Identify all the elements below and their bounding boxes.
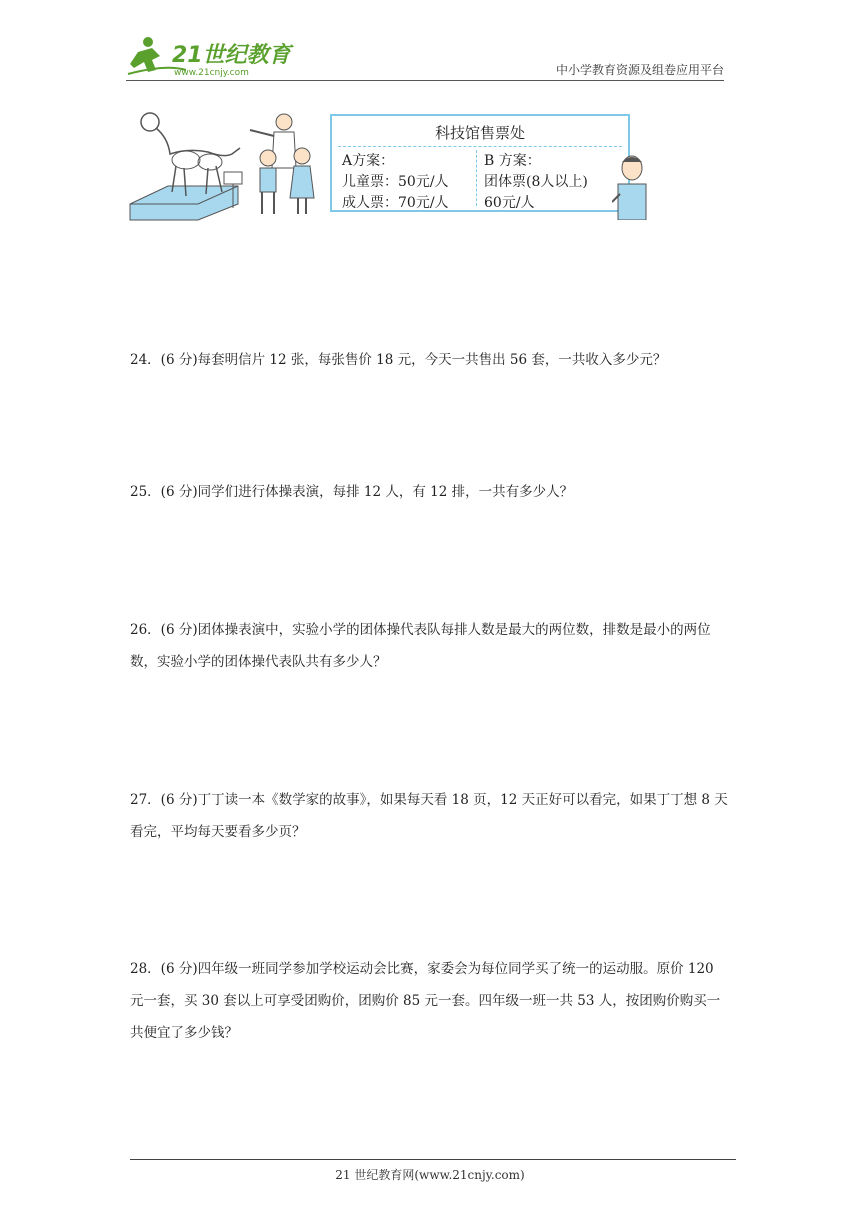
site-logo	[126, 34, 296, 80]
question-text: 28．(6 分)四年级一班同学参加学校运动会比赛，家委会为每位同学买了统一的运动服。原价 120 元一套，买 30 套以上可享受团购价，团购价 85 元一套。四年级一班一共 53 人，按团购价购买一共便宜了多少钱？	[130, 961, 721, 1041]
header-platform-text: 中小学教育资源及组卷应用平台	[555, 63, 724, 77]
ticket-column-divider	[476, 150, 477, 206]
question-text: 26．(6 分)团体操表演中，实验小学的团体操代表队每排人数是最大的两位数，排数是最小的两位数，实验小学的团体操代表队共有多少人？	[130, 622, 711, 670]
question-28	[130, 953, 730, 1049]
logo-text: 21世纪教育	[172, 43, 291, 68]
ticket-price-board	[330, 114, 630, 212]
plan-a-child-price: 儿童票：50元/人	[342, 174, 449, 190]
footer-divider	[130, 1159, 736, 1160]
ticket-divider	[338, 146, 622, 147]
museum-illustration	[128, 108, 328, 226]
question-26	[130, 614, 730, 678]
plan-a	[342, 151, 449, 214]
plan-a-label: A方案：	[342, 153, 395, 169]
logo-url: www.21cnjy.com	[174, 68, 249, 78]
plan-b-label: B 方案：	[484, 153, 541, 169]
plan-a-adult-price: 成人票：70元/人	[342, 195, 449, 211]
header-divider	[126, 80, 724, 81]
question-27	[130, 784, 730, 848]
question-text: 24．(6 分)每套明信片 12 张，每张售价 18 元，今天一共售出 56 套，一共收入多少元？	[130, 352, 667, 368]
plan-b	[484, 151, 588, 214]
question-25	[130, 476, 730, 508]
question-text: 27．(6 分)丁丁读一本《数学家的故事》，如果每天看 18 页，12 天正好可以看完，如果丁丁想 8 天看完，平均每天要看多少页？	[130, 792, 728, 840]
teacher-illustration	[612, 154, 648, 220]
question-24	[130, 344, 730, 376]
plan-b-group: 团体票(8人以上)	[484, 174, 588, 190]
ticket-title: 科技馆售票处	[434, 124, 525, 142]
plan-b-price: 60元/人	[484, 195, 535, 211]
question-text: 25．(6 分)同学们进行体操表演，每排 12 人，有 12 排，一共有多少人？	[130, 484, 574, 500]
footer-text: 21 世纪教育网(www.21cnjy.com)	[335, 1168, 525, 1182]
